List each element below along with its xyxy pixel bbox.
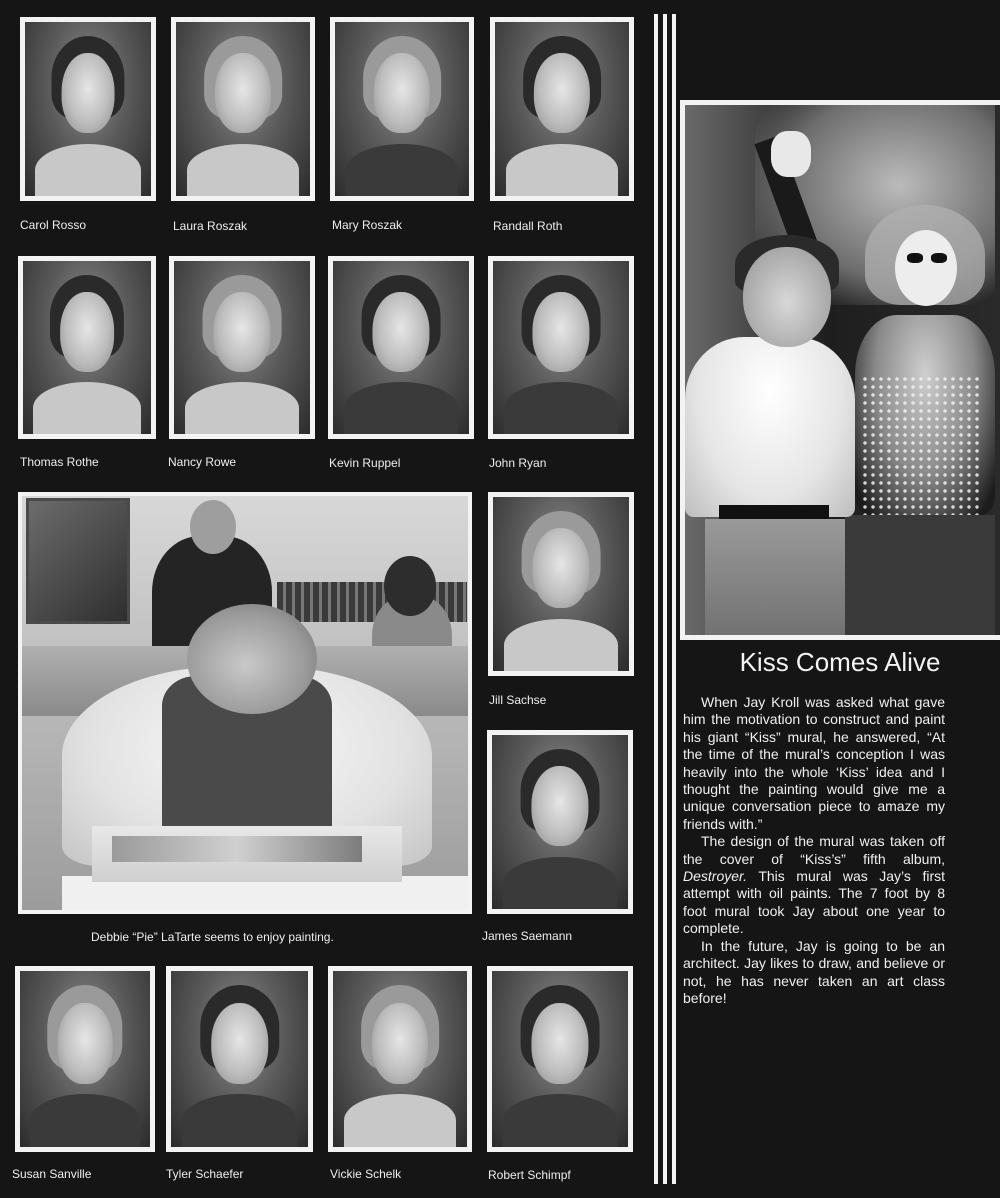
portrait-name: Vickie Schelk <box>330 1167 402 1181</box>
portrait-photo <box>174 261 310 434</box>
portrait-photo <box>171 971 308 1147</box>
kiss-mural-photo <box>680 100 1000 640</box>
portrait-photo <box>20 971 150 1147</box>
portrait-name: Tyler Schaefer <box>166 1167 244 1181</box>
portrait-kevin-ruppel <box>328 256 474 439</box>
article-paragraph <box>683 833 945 937</box>
portrait-tyler-schaefer <box>166 966 313 1152</box>
portrait-photo <box>492 971 628 1147</box>
portrait-carol-rosso <box>20 17 156 201</box>
portrait-photo <box>25 22 151 196</box>
portrait-photo <box>495 22 629 196</box>
portrait-name: Laura Roszak <box>173 219 248 233</box>
article-body <box>683 694 945 1007</box>
portrait-photo <box>493 261 629 434</box>
portrait-name: Carol Rosso <box>20 218 87 232</box>
painting-photo <box>18 492 472 914</box>
portrait-name: John Ryan <box>489 456 547 470</box>
portrait-name: Kevin Ruppel <box>329 456 401 470</box>
portrait-name: Randall Roth <box>493 219 563 233</box>
portrait-photo <box>335 22 469 196</box>
divider-rule-left <box>654 14 658 1184</box>
portrait-photo <box>176 22 310 196</box>
portrait-laura-roszak <box>171 17 315 201</box>
portrait-robert-schimpf <box>487 966 633 1152</box>
album-title: Destroyer. <box>683 868 748 885</box>
portrait-name: Nancy Rowe <box>168 455 237 469</box>
portrait-randall-roth <box>490 17 634 201</box>
portrait-photo <box>333 971 467 1147</box>
portrait-susan-sanville <box>15 966 155 1152</box>
article-text: The design of the mural was taken off the cover of “Kiss’s” fifth album, <box>683 833 945 867</box>
portrait-name: Jill Sachse <box>489 693 547 707</box>
portrait-james-saemann <box>487 730 633 914</box>
mural-scene <box>685 105 1000 635</box>
article-title: Kiss Comes Alive <box>739 647 941 677</box>
portrait-photo <box>333 261 469 434</box>
divider-rule-middle <box>663 14 667 1184</box>
portrait-thomas-rothe <box>18 256 156 439</box>
portrait-john-ryan <box>488 256 634 439</box>
article-text: This mural was Jay’s first attempt with oil paints. The 7 foot by 8 foot mural took Jay about one year to complete. <box>683 868 945 937</box>
portrait-vickie-schelk <box>328 966 472 1152</box>
portrait-jill-sachse <box>488 492 634 676</box>
portrait-name: Mary Roszak <box>332 218 403 232</box>
portrait-photo <box>492 735 628 909</box>
portrait-name: James Saemann <box>482 929 573 943</box>
portrait-nancy-rowe <box>169 256 315 439</box>
article-paragraph: In the future, Jay is going to be an architect. Jay likes to draw, and believe or not, he has never taken an art class before! <box>683 937 945 1006</box>
portrait-name: Susan Sanville <box>12 1167 92 1181</box>
portrait-photo <box>493 497 629 671</box>
portrait-name: Thomas Rothe <box>20 455 99 469</box>
portrait-mary-roszak <box>330 17 474 201</box>
article-paragraph: When Jay Kroll was asked what gave him the motivation to construct and paint his giant “Kiss” mural, he answered, “At the time of the mural’s conception I was heavily into the whole ‘Kiss’ idea and I thought the painting would give me a unique conversation piece to amaze my friends with.” <box>683 694 945 832</box>
portrait-name: Robert Schimpf <box>488 1168 571 1182</box>
portrait-photo <box>23 261 151 434</box>
painting-caption: Debbie “Pie” LaTarte seems to enjoy painting. <box>91 930 334 944</box>
classroom-scene <box>22 496 468 910</box>
divider-rule-right <box>672 14 676 1184</box>
